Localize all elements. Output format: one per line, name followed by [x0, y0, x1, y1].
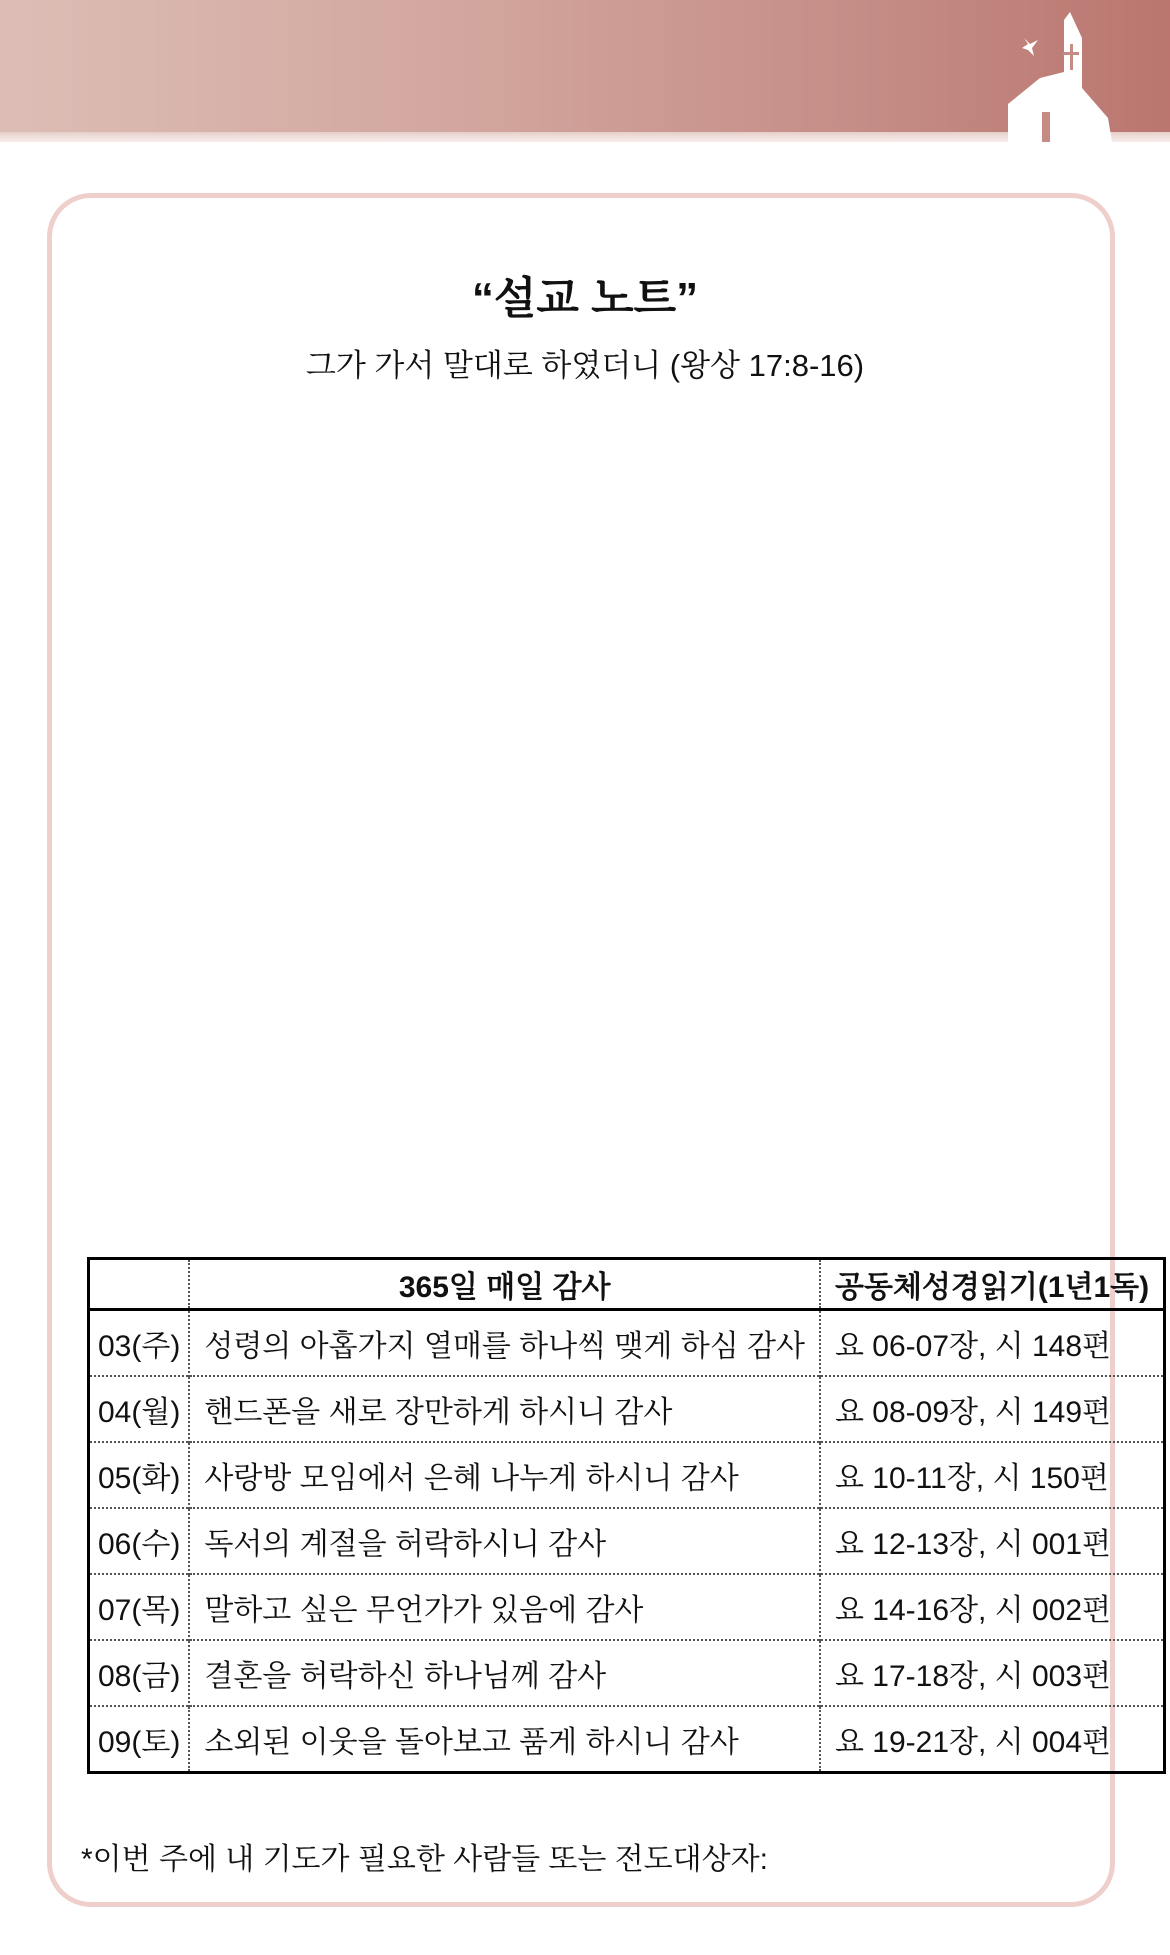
prayer-list-prompt: *이번 주에 내 기도가 필요한 사람들 또는 전도대상자:	[81, 1843, 768, 1876]
reading-cell: 요 19-21장, 시 004편	[820, 1706, 1165, 1773]
table-row	[89, 1376, 1165, 1442]
page-title: “설교 노트”	[471, 274, 699, 323]
reading-cell: 요 17-18장, 시 003편	[820, 1640, 1165, 1706]
thanks-cell: 소외된 이웃을 돌아보고 품게 하시니 감사	[189, 1706, 820, 1773]
day-cell: 08(금)	[89, 1640, 190, 1706]
thanks-cell: 사랑방 모임에서 은혜 나누게 하시니 감사	[189, 1442, 820, 1508]
thanks-cell: 핸드폰을 새로 장만하게 하시니 감사	[189, 1376, 820, 1442]
table-row	[89, 1640, 1165, 1706]
day-cell: 03(주)	[89, 1310, 190, 1377]
table-row	[89, 1706, 1165, 1773]
day-cell: 04(월)	[89, 1376, 190, 1442]
thanks-cell: 독서의 계절을 허락하시니 감사	[189, 1508, 820, 1574]
header-thanks: 365일 매일 감사	[189, 1259, 820, 1310]
thanks-cell: 결혼을 허락하신 하나님께 감사	[189, 1640, 820, 1706]
daily-thanks-table	[87, 1257, 1166, 1774]
table-row	[89, 1310, 1165, 1377]
reading-cell: 요 12-13장, 시 001편	[820, 1508, 1165, 1574]
reading-cell: 요 08-09장, 시 149편	[820, 1376, 1165, 1442]
reading-cell: 요 06-07장, 시 148편	[820, 1310, 1165, 1377]
sermon-subtitle: 그가 가서 말대로 하였더니 (왕상 17:8-16)	[305, 348, 865, 383]
day-cell: 05(화)	[89, 1442, 190, 1508]
day-cell: 06(수)	[89, 1508, 190, 1574]
table-row	[89, 1574, 1165, 1640]
church-icon	[1000, 8, 1140, 142]
header-banner	[0, 0, 1170, 132]
day-cell: 09(토)	[89, 1706, 190, 1773]
reading-cell: 요 14-16장, 시 002편	[820, 1574, 1165, 1640]
reading-cell: 요 10-11장, 시 150편	[820, 1442, 1165, 1508]
table-row	[89, 1508, 1165, 1574]
table-row	[89, 1442, 1165, 1508]
thanks-cell: 성령의 아홉가지 열매를 하나씩 맺게 하심 감사	[189, 1310, 820, 1377]
header-day	[89, 1259, 190, 1310]
header-reading: 공동체성경읽기(1년1독)	[820, 1259, 1165, 1310]
thanks-cell: 말하고 싶은 무언가가 있음에 감사	[189, 1574, 820, 1640]
day-cell: 07(목)	[89, 1574, 190, 1640]
table-header-row	[89, 1259, 1165, 1310]
header-banner-edge	[0, 132, 1170, 142]
